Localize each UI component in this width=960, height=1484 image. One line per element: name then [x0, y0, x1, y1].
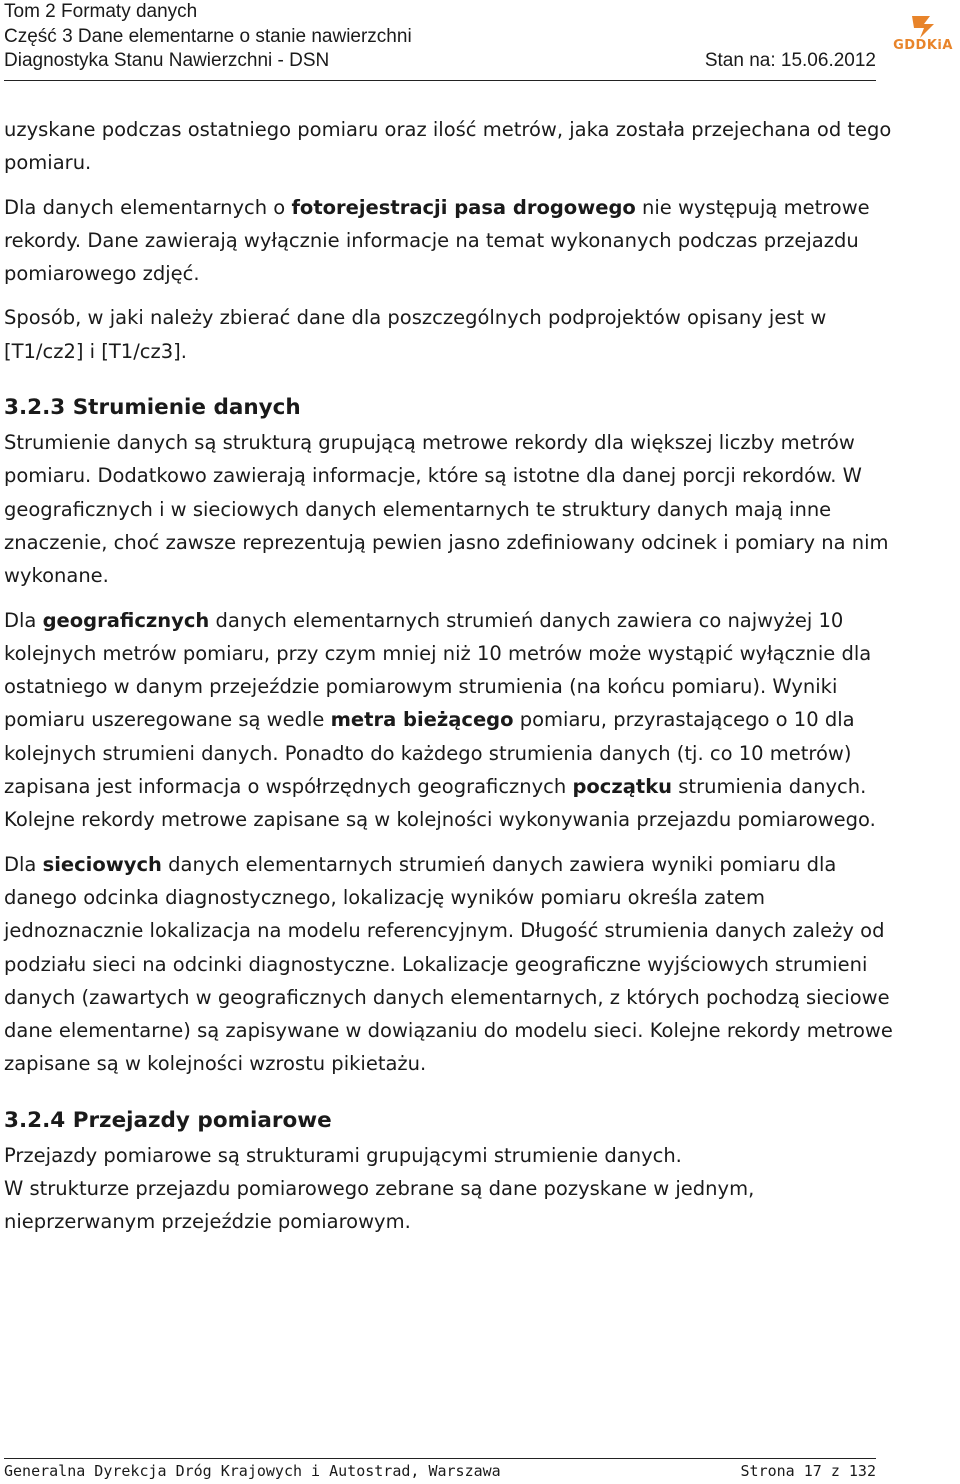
paragraph-strumienie: Strumienie danych są strukturą grupującą metrowe rekordy dla większej liczby metrów pomiaru. Dodatkowo zawierają informacje, które są istotne dla danej porcji rekordów. W geograficznych i w sieciowych danych elementarnych te struktury danych mają inne znaczenie, choć zawsze reprezentują pewien jasno zdefiniowany odcinek i pomiary na nim wykonane. [4, 431, 889, 588]
paragraph-continuation: uzyskane podczas ostatniego pomiaru oraz ilość metrów, jaka została przejechana od tego pomiaru. [4, 118, 892, 175]
paragraph-sposob: Sposób, w jaki należy zbierać dane dla poszczególnych podprojektów opisany jest w [T1/cz2] i [T1/cz3]. [4, 306, 827, 363]
paragraph-sieciowe: Dla sieciowych danych elementarnych strumień danych zawiera wyniki pomiaru dla danego odcinka diagnostycznego, lokalizację wyników pomiaru określa zatem jednoznacznie lokalizacja na modelu referencyjnym. Długość strumienia danych zależy od podziału sieci na odcinki diagnostyczne. Lokalizacje geograficzne wyjściowych strumieni danych (zawartych w geograficznych danych elementarnych, z których pochodzą sieciowe dane elementarne) są zapisywane w dowiązaniu do modelu sieci. Kolejne rekordy metrowe zapisane są w kolejności wzrostu pikietażu. [4, 852, 893, 1076]
bold-term-fotorejestracja: fotorejestracji pasa drogowego [291, 195, 636, 219]
header-volume-title: Tom 2 Formaty danych [4, 1, 198, 22]
bold-term-geograficznych: geograficznych [42, 608, 210, 632]
gddkia-logo-mark-icon [890, 12, 956, 40]
gddkia-logo [890, 12, 956, 58]
document-body [4, 113, 904, 1250]
header-third-row [4, 49, 876, 74]
header-part-title: Część 3 Dane elementarne o stanie nawierzchni [4, 25, 412, 47]
header-document-title: Diagnostyka Stanu Nawierzchni - DSN [4, 50, 330, 71]
paragraph-fotorejestracja: Dla danych elementarnych o fotorejestracji pasa drogowego nie występują metrowe rekordy. Dane zawierają wyłącznie informacje na temat wykonanych podczas przejazdu pomiarowego zdjęć. [4, 195, 870, 286]
page-footer [4, 1461, 876, 1481]
paragraph-przejazdy-line2: W strukturze przejazdu pomiarowego zebrane są dane pozyskane w jednym, nieprzerwanym przejeździe pomiarowym. [4, 1177, 755, 1234]
bold-term-poczatku: początku [572, 775, 673, 799]
paragraph-geograficzne: Dla geograficznych danych elementarnych strumień danych zawiera co najwyżej 10 kolejnych metrów pomiaru, przy czym mniej niż 10 metrów może wystąpić wyłącznie dla ostatniego w danym przejeździe pomiarowym strumienia (na końcu pomiaru). Wyniki pomiaru uszeregowane są wedle metra bieżącego pomiaru, przyrastającego o 10 dla kolejnych strumieni danych. Ponadto do każdego strumienia danych (tj. co 10 metrów) zapisana jest informacja o współrzędnych geograficznych początku strumienia danych. Kolejne rekordy metrowe zapisane są w kolejności wykonywania przejazdu pomiarowego. [4, 608, 876, 832]
section-heading-3-2-4: 3.2.4 Przejazdy pomiarowe [4, 1107, 332, 1133]
bold-term-metra-biezacego: metra bieżącego [330, 708, 514, 732]
page-header [4, 0, 876, 74]
bold-term-sieciowych: sieciowych [42, 852, 162, 876]
paragraph-przejazdy-line1: Przejazdy pomiarowe są strukturami grupującymi strumienie danych. [4, 1143, 682, 1167]
logo-text: GDDKiA [893, 38, 953, 53]
header-divider [4, 80, 876, 81]
header-date: Stan na: 15.06.2012 [704, 50, 876, 71]
section-heading-3-2-3: 3.2.3 Strumienie danych [4, 395, 301, 421]
footer-organization: Generalna Dyrekcja Dróg Krajowych i Autostrad, Warszawa [4, 1462, 501, 1480]
footer-page-number: Strona 17 z 132 [740, 1462, 876, 1480]
footer-divider [4, 1458, 876, 1459]
